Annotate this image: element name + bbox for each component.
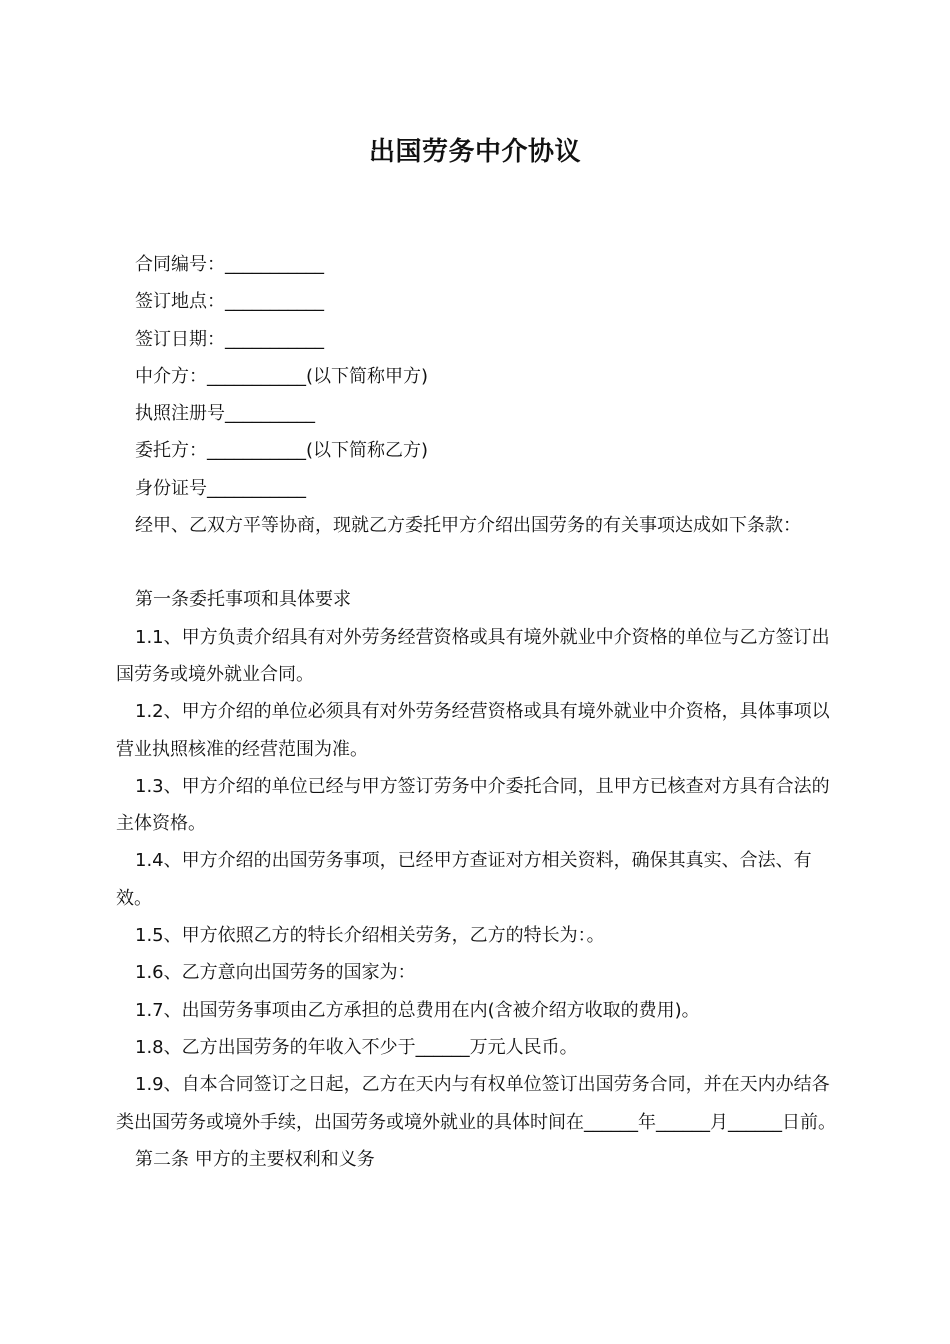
- field-license-number: 执照注册号__________: [135, 403, 315, 425]
- field-client-party: 委托方：___________(以下简称乙方): [135, 440, 429, 462]
- paragraph-spacer: [116, 544, 846, 581]
- article1-heading: 第一条委托事项和具体要求: [135, 589, 351, 611]
- clause-1-3: 1.3、甲方介绍的单位已经与甲方签订劳务中介委托合同，且甲方已核查对方具有合法的主体资格。: [116, 775, 830, 835]
- clause-1-5: 1.5、甲方依照乙方的特长介绍相关劳务，乙方的特长为：。: [135, 925, 605, 947]
- intro-paragraph: 经甲、乙双方平等协商，现就乙方委托甲方介绍出国劳务的有关事项达成如下条款：: [135, 515, 801, 537]
- field-signing-date: 签订日期：___________: [135, 328, 324, 350]
- field-agent-party: 中介方：___________(以下简称甲方): [135, 365, 429, 387]
- clause-1-4: 1.4、甲方介绍的出国劳务事项，已经甲方查证对方相关资料，确保其真实、合法、有效。: [116, 850, 812, 909]
- clause-1-9: 1.9、自本合同签订之日起，乙方在天内与有权单位签订出国劳务合同，并在天内办结各类出国劳务或境外手续，出国劳务或境外就业的具体时间在______年______月______日前。: [116, 1074, 836, 1133]
- clause-1-1: 1.1、甲方负责介绍具有对外劳务经营资格或具有境外就业中介资格的单位与乙方签订出国劳务或境外就业合同。: [116, 626, 830, 685]
- clause-1-6: 1.6、乙方意向出国劳务的国家为：: [135, 962, 416, 984]
- field-signing-place: 签订地点：___________: [135, 291, 324, 313]
- clause-1-7: 1.7、出国劳务事项由乙方承担的总费用在内(含被介绍方收取的费用)。: [135, 999, 700, 1021]
- field-contract-number: 合同编号：___________: [135, 254, 324, 275]
- clause-1-8: 1.8、乙方出国劳务的年收入不少于______万元人民币。: [135, 1036, 578, 1058]
- document-body: [116, 246, 846, 1178]
- clause-1-2: 1.2、甲方介绍的单位必须具有对外劳务经营资格或具有境外就业中介资格，具体事项以营业执照核准的经营范围为准。: [116, 701, 830, 760]
- field-id-number: 身份证号___________: [135, 477, 306, 499]
- article2-heading: 第二条 甲方的主要权利和义务: [135, 1148, 375, 1170]
- document-title: 出国劳务中介协议: [368, 137, 581, 167]
